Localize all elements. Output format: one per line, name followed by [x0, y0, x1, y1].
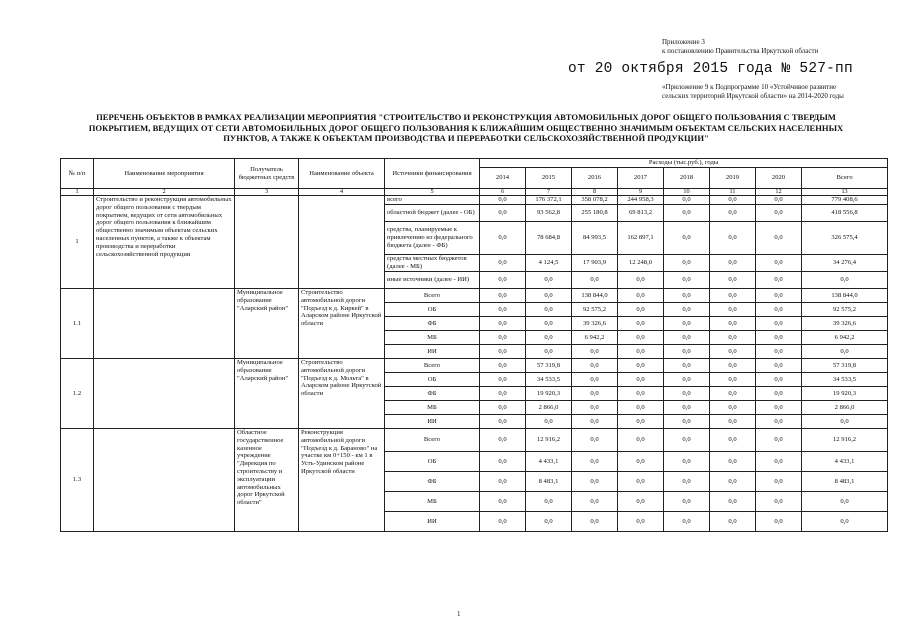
column-number: 6 [480, 189, 526, 196]
value-cell: 0,0 [756, 289, 802, 303]
object-name [299, 196, 385, 289]
value-cell: 0,0 [526, 331, 572, 345]
column-number: 11 [710, 189, 756, 196]
value-cell: 0,0 [710, 452, 756, 472]
table-row [61, 429, 888, 452]
value-cell: 0,0 [664, 373, 710, 387]
value-cell: 0,0 [710, 373, 756, 387]
funding-source: всего [385, 196, 480, 205]
column-number: 12 [756, 189, 802, 196]
value-cell: 0,0 [756, 255, 802, 272]
value-cell: 0,0 [756, 373, 802, 387]
value-cell: 0,0 [664, 255, 710, 272]
funding-source: Всего [385, 289, 480, 303]
value-cell: 0,0 [710, 303, 756, 317]
value-cell: 0,0 [572, 492, 618, 512]
value-cell: 0,0 [710, 289, 756, 303]
value-total: 4 433,1 [802, 452, 888, 472]
value-total: 779 408,6 [802, 196, 888, 205]
funding-source: ИИ [385, 512, 480, 532]
value-cell: 0,0 [526, 492, 572, 512]
value-cell: 0,0 [756, 492, 802, 512]
value-cell: 176 372,1 [526, 196, 572, 205]
value-cell: 162 897,1 [618, 222, 664, 255]
header-year: 2019 [710, 168, 756, 189]
value-cell: 0,0 [618, 492, 664, 512]
value-cell: 0,0 [710, 359, 756, 373]
value-cell: 0,0 [572, 512, 618, 532]
funding-source: ФБ [385, 317, 480, 331]
value-total: 0,0 [802, 415, 888, 429]
value-total: 0,0 [802, 512, 888, 532]
header-year: Всего [802, 168, 888, 189]
header-object: Наименование объекта [299, 159, 385, 189]
value-cell: 93 562,8 [526, 205, 572, 222]
event-name [94, 289, 235, 359]
value-cell: 0,0 [618, 345, 664, 359]
budget-recipient [235, 196, 299, 289]
event-name: Строительство и реконструкция автомобильных дорог общего пользования с твердым покрытием, ведущих от сети автомобильных дорог общего пользования к ближайшим общественно значимым объектам сельских населенных пунктов, а также к объектам производства и переработки сельскохозяйственной продукции [94, 196, 235, 289]
funding-source: ИИ [385, 415, 480, 429]
header-recipient: Получатель бюджетных средств [235, 159, 299, 189]
value-cell: 0,0 [664, 429, 710, 452]
value-cell: 0,0 [618, 387, 664, 401]
value-cell: 0,0 [526, 415, 572, 429]
funding-source: ИИ [385, 345, 480, 359]
object-name: Строительство автомобильной дороги "Подъезд к д. Мольта" в Аларском районе Иркутской области [299, 359, 385, 429]
object-name: Строительство автомобильной дороги "Подъезд к д. Киркей" в Аларском районе Иркутской области [299, 289, 385, 359]
value-cell: 0,0 [756, 512, 802, 532]
value-cell: 0,0 [572, 452, 618, 472]
funding-source: Всего [385, 429, 480, 452]
appendix-note [662, 38, 818, 56]
value-total: 12 916,2 [802, 429, 888, 452]
column-number: 7 [526, 189, 572, 196]
value-cell: 0,0 [480, 492, 526, 512]
value-total: 8 483,1 [802, 472, 888, 492]
value-cell: 0,0 [526, 272, 572, 289]
value-cell: 8 483,1 [526, 472, 572, 492]
value-cell: 0,0 [756, 303, 802, 317]
column-number: 1 [61, 189, 94, 196]
value-cell: 0,0 [526, 317, 572, 331]
value-cell: 0,0 [664, 452, 710, 472]
value-cell: 0,0 [572, 359, 618, 373]
value-cell: 0,0 [618, 415, 664, 429]
funding-source: областной бюджет (далее - ОБ) [385, 205, 480, 222]
value-cell: 0,0 [756, 472, 802, 492]
table-row [61, 289, 888, 303]
header-num: № п/п [61, 159, 94, 189]
funding-source: МБ [385, 492, 480, 512]
budget-recipient: Областное государственное казенное учреждение "Дирекция по строительству и эксплуатации автомобильных дорог Иркутской области" [235, 429, 299, 532]
value-cell: 0,0 [664, 359, 710, 373]
value-total: 34 276,4 [802, 255, 888, 272]
value-cell: 0,0 [572, 429, 618, 452]
value-cell: 0,0 [618, 452, 664, 472]
value-cell: 0,0 [756, 415, 802, 429]
page-number: 1 [457, 610, 461, 618]
value-cell: 69 813,2 [618, 205, 664, 222]
value-cell: 0,0 [756, 272, 802, 289]
value-cell: 0,0 [756, 452, 802, 472]
value-total: 57 319,8 [802, 359, 888, 373]
column-number: 8 [572, 189, 618, 196]
header-year: 2020 [756, 168, 802, 189]
value-cell: 0,0 [526, 303, 572, 317]
header-expenses: Расходы (тыс.руб.), годы [480, 159, 888, 168]
budget-recipient: Муниципальное образование "Аларский район" [235, 289, 299, 359]
value-cell: 0,0 [572, 272, 618, 289]
funding-source: МБ [385, 331, 480, 345]
value-cell: 0,0 [618, 289, 664, 303]
value-cell: 0,0 [664, 222, 710, 255]
funding-source: ОБ [385, 373, 480, 387]
value-total: 326 575,4 [802, 222, 888, 255]
value-cell: 0,0 [618, 331, 664, 345]
value-cell: 0,0 [710, 345, 756, 359]
funding-source: ОБ [385, 452, 480, 472]
value-cell: 0,0 [480, 205, 526, 222]
event-name [94, 429, 235, 532]
value-cell: 0,0 [480, 373, 526, 387]
value-cell: 0,0 [710, 205, 756, 222]
value-cell: 0,0 [572, 345, 618, 359]
row-number: 1.1 [61, 289, 94, 359]
header-year: 2018 [664, 168, 710, 189]
column-number: 9 [618, 189, 664, 196]
value-cell: 0,0 [480, 415, 526, 429]
value-cell: 4 124,5 [526, 255, 572, 272]
value-cell: 0,0 [756, 387, 802, 401]
value-cell: 0,0 [480, 429, 526, 452]
header-event: Наименование мероприятия [94, 159, 235, 189]
value-cell: 2 866,0 [526, 401, 572, 415]
value-cell: 0,0 [480, 289, 526, 303]
column-number: 2 [94, 189, 235, 196]
object-name: Реконструкция автомобильной дороги "Подъезд к д. Бараново" на участке км 0+150 - км 1 в Усть-Удинском районе Иркутской области [299, 429, 385, 532]
value-total: 34 533,5 [802, 373, 888, 387]
appendix-line-2: к постановлению Правительства Иркутской области [662, 47, 819, 55]
column-number: 13 [802, 189, 888, 196]
value-cell: 0,0 [664, 401, 710, 415]
value-cell: 0,0 [480, 196, 526, 205]
value-cell: 19 920,3 [526, 387, 572, 401]
value-cell: 0,0 [480, 222, 526, 255]
value-cell: 0,0 [526, 289, 572, 303]
value-cell: 0,0 [618, 359, 664, 373]
value-cell: 0,0 [664, 331, 710, 345]
value-cell: 0,0 [618, 472, 664, 492]
value-cell: 0,0 [480, 303, 526, 317]
value-cell: 84 993,5 [572, 222, 618, 255]
funding-source: иные источники (далее - ИИ) [385, 272, 480, 289]
value-cell: 0,0 [710, 196, 756, 205]
row-number: 1.2 [61, 359, 94, 429]
value-cell: 0,0 [664, 196, 710, 205]
value-cell: 0,0 [480, 255, 526, 272]
value-cell: 0,0 [710, 255, 756, 272]
value-total: 138 844,0 [802, 289, 888, 303]
value-total: 0,0 [802, 345, 888, 359]
value-cell: 0,0 [756, 196, 802, 205]
value-cell: 12 916,2 [526, 429, 572, 452]
event-name [94, 359, 235, 429]
header-year: 2014 [480, 168, 526, 189]
table-row [61, 196, 888, 205]
value-cell: 34 533,5 [526, 373, 572, 387]
value-cell: 0,0 [756, 401, 802, 415]
objects-table [60, 158, 888, 532]
value-cell: 0,0 [710, 429, 756, 452]
value-cell: 17 903,9 [572, 255, 618, 272]
value-cell: 0,0 [664, 472, 710, 492]
value-cell: 6 942,2 [572, 331, 618, 345]
table-body [61, 196, 888, 532]
value-cell: 244 958,3 [618, 196, 664, 205]
header-year: 2017 [618, 168, 664, 189]
header-source: Источники финансирования [385, 159, 480, 189]
value-cell: 0,0 [710, 512, 756, 532]
value-cell: 0,0 [572, 373, 618, 387]
value-cell: 0,0 [664, 205, 710, 222]
value-cell: 0,0 [710, 387, 756, 401]
value-total: 6 942,2 [802, 331, 888, 345]
value-cell: 0,0 [618, 401, 664, 415]
value-cell: 0,0 [572, 401, 618, 415]
value-total: 2 866,0 [802, 401, 888, 415]
value-cell: 0,0 [756, 222, 802, 255]
appendix-line-1: Приложение 3 [662, 38, 705, 46]
value-cell: 0,0 [480, 512, 526, 532]
value-cell: 0,0 [664, 387, 710, 401]
funding-source: Всего [385, 359, 480, 373]
value-cell: 0,0 [618, 303, 664, 317]
value-cell: 0,0 [526, 345, 572, 359]
value-cell: 0,0 [664, 303, 710, 317]
value-cell: 78 684,8 [526, 222, 572, 255]
value-total: 92 575,2 [802, 303, 888, 317]
value-cell: 0,0 [710, 492, 756, 512]
value-cell: 0,0 [572, 472, 618, 492]
header-column-numbers-row [61, 189, 888, 196]
header-year: 2015 [526, 168, 572, 189]
value-cell: 0,0 [710, 272, 756, 289]
column-number: 3 [235, 189, 299, 196]
value-cell: 0,0 [480, 331, 526, 345]
row-number: 1.3 [61, 429, 94, 532]
budget-recipient: Муниципальное образование "Аларский район" [235, 359, 299, 429]
value-cell: 0,0 [480, 317, 526, 331]
value-cell: 138 844,0 [572, 289, 618, 303]
value-total: 0,0 [802, 272, 888, 289]
value-cell: 0,0 [480, 272, 526, 289]
column-number: 10 [664, 189, 710, 196]
value-total: 39 326,6 [802, 317, 888, 331]
value-cell: 255 180,8 [572, 205, 618, 222]
value-cell: 0,0 [710, 472, 756, 492]
value-total: 0,0 [802, 492, 888, 512]
value-cell: 0,0 [618, 512, 664, 532]
value-cell: 0,0 [710, 331, 756, 345]
value-cell: 4 433,1 [526, 452, 572, 472]
row-number: 1 [61, 196, 94, 289]
value-cell: 0,0 [756, 331, 802, 345]
value-cell: 0,0 [618, 373, 664, 387]
value-cell: 0,0 [618, 429, 664, 452]
document-title: ПЕРЕЧЕНЬ ОБЪЕКТОВ В РАМКАХ РЕАЛИЗАЦИИ МЕРОПРИЯТИЯ "СТРОИТЕЛЬСТВО И РЕКОНСТРУКЦИЯ АВТОМОБИЛЬНЫХ ДОРОГ ОБЩЕГО ПОЛЬЗОВАНИЯ С ТВЕРДЫМ ПОКРЫТИЕМ, ВЕДУЩИХ ОТ СЕТИ АВТОМОБИЛЬНЫХ ДОРОГ ОБЩЕГО ПОЛЬЗОВАНИЯ К БЛИЖАЙШИМ ОБЩЕСТВЕННО ЗНАЧИМЫМ ОБЪЕКТАМ СЕЛЬСКИХ НАСЕЛЕННЫХ ПУНКТОВ, А ТАКЖЕ К ОБЪЕКТАМ ПРОИЗВОДСТВА И ПЕРЕРАБОТКИ СЕЛЬСКОХОЗЯЙСТВЕННОЙ ПРОДУКЦИИ" [88, 112, 844, 144]
funding-source: средства, планируемые к привлечению из федерального бюджета (далее - ФБ) [385, 222, 480, 255]
value-cell: 12 248,0 [618, 255, 664, 272]
value-cell: 0,0 [480, 401, 526, 415]
value-cell: 0,0 [756, 205, 802, 222]
value-cell: 0,0 [526, 512, 572, 532]
value-cell: 0,0 [618, 272, 664, 289]
subprogram-note: «Приложение 9 к Подпрограмме 10 «Устойчивое развитие сельских территорий Иркутской области» на 2014-2020 годы [662, 83, 844, 100]
value-cell: 0,0 [664, 272, 710, 289]
value-cell: 92 575,2 [572, 303, 618, 317]
funding-source: средства местных бюджетов (далее - МБ) [385, 255, 480, 272]
value-cell: 0,0 [664, 492, 710, 512]
value-cell: 0,0 [480, 452, 526, 472]
column-number: 4 [299, 189, 385, 196]
value-cell: 0,0 [480, 387, 526, 401]
value-cell: 0,0 [480, 345, 526, 359]
value-cell: 39 326,6 [572, 317, 618, 331]
value-total: 19 920,3 [802, 387, 888, 401]
column-number: 5 [385, 189, 480, 196]
value-cell: 0,0 [480, 472, 526, 492]
value-cell: 0,0 [710, 317, 756, 331]
decree-date: от 20 октября 2015 года № 527-пп [568, 61, 853, 77]
value-cell: 0,0 [664, 289, 710, 303]
value-cell: 0,0 [710, 415, 756, 429]
funding-source: ФБ [385, 472, 480, 492]
table-header [61, 159, 888, 196]
value-cell: 0,0 [664, 317, 710, 331]
value-cell: 0,0 [664, 415, 710, 429]
header-year: 2016 [572, 168, 618, 189]
value-cell: 0,0 [756, 345, 802, 359]
value-cell: 0,0 [572, 387, 618, 401]
value-cell: 0,0 [756, 429, 802, 452]
value-cell: 57 319,8 [526, 359, 572, 373]
value-cell: 0,0 [710, 222, 756, 255]
value-cell: 0,0 [756, 359, 802, 373]
value-cell: 0,0 [756, 317, 802, 331]
value-total: 418 556,8 [802, 205, 888, 222]
value-cell: 0,0 [664, 512, 710, 532]
funding-source: ФБ [385, 387, 480, 401]
funding-source: МБ [385, 401, 480, 415]
value-cell: 0,0 [618, 317, 664, 331]
table-row [61, 359, 888, 373]
value-cell: 0,0 [664, 345, 710, 359]
value-cell: 358 078,2 [572, 196, 618, 205]
value-cell: 0,0 [710, 401, 756, 415]
value-cell: 0,0 [480, 359, 526, 373]
funding-source: ОБ [385, 303, 480, 317]
value-cell: 0,0 [572, 415, 618, 429]
